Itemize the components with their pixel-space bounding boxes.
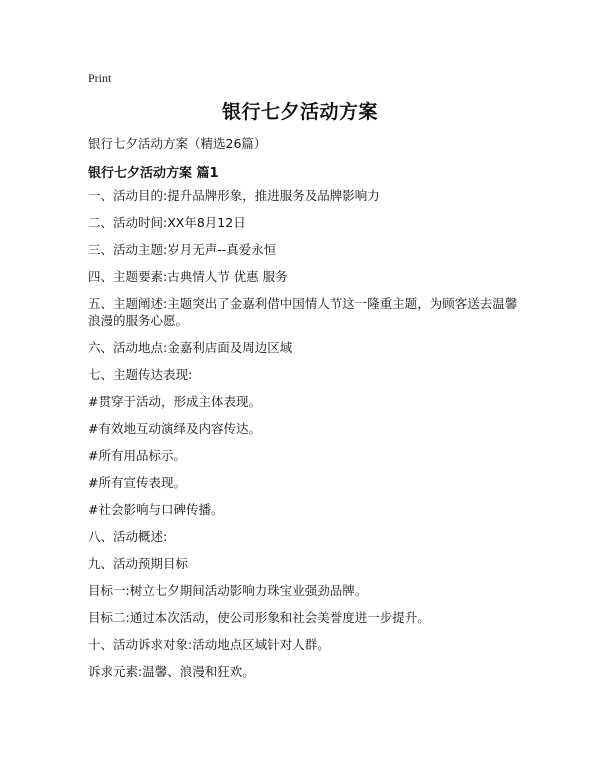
document-title: 银行七夕活动方案 <box>221 101 378 123</box>
paragraph: 二、活动时间:XX年8月12日 <box>88 215 246 230</box>
paragraph: #所有宣传表现。 <box>88 475 186 490</box>
section-heading: 银行七夕活动方案 篇1 <box>88 166 219 181</box>
paragraph: #所有用品标示。 <box>88 448 186 463</box>
paragraph: 七、主题传达表现: <box>88 367 193 382</box>
paragraph: #有效地互动演绎及内容传达。 <box>88 421 261 436</box>
paragraph: #社会影响与口碑传播。 <box>88 502 224 517</box>
paragraph: 一、活动目的:提升品牌形象，推进服务及品牌影响力 <box>88 188 380 203</box>
paragraph: 目标一:树立七夕期间活动影响力珠宝业强劲品牌。 <box>88 583 368 598</box>
paragraph: 八、活动概述: <box>88 529 168 544</box>
paragraph: 目标二:通过本次活动，使公司形象和社会美誉度进一步提升。 <box>88 610 430 625</box>
paragraph: 四、主题要素:古典情人节 优惠 服务 <box>88 269 288 284</box>
paragraph: 诉求元素:温馨、浪漫和狂欢。 <box>88 664 255 679</box>
document-subtitle: 银行七夕活动方案（精选26篇） <box>88 136 267 151</box>
paragraph: 三、活动主题:岁月无声--真爱永恒 <box>88 242 277 257</box>
paragraph: #贯穿于活动，形成主体表现。 <box>88 394 261 409</box>
paragraph: 十、活动诉求对象:活动地点区域针对人群。 <box>88 637 330 652</box>
print-link[interactable]: Print <box>88 71 112 85</box>
paragraph: 九、活动预期目标 <box>88 556 189 571</box>
document-body <box>88 187 520 690</box>
paragraph: 六、活动地点:金嘉利店面及周边区域 <box>88 340 293 355</box>
paragraph: 五、主题阐述:主题突出了金嘉利借中国情人节这一隆重主题，为顾客送去温馨浪漫的服务心愿。 <box>88 296 518 328</box>
